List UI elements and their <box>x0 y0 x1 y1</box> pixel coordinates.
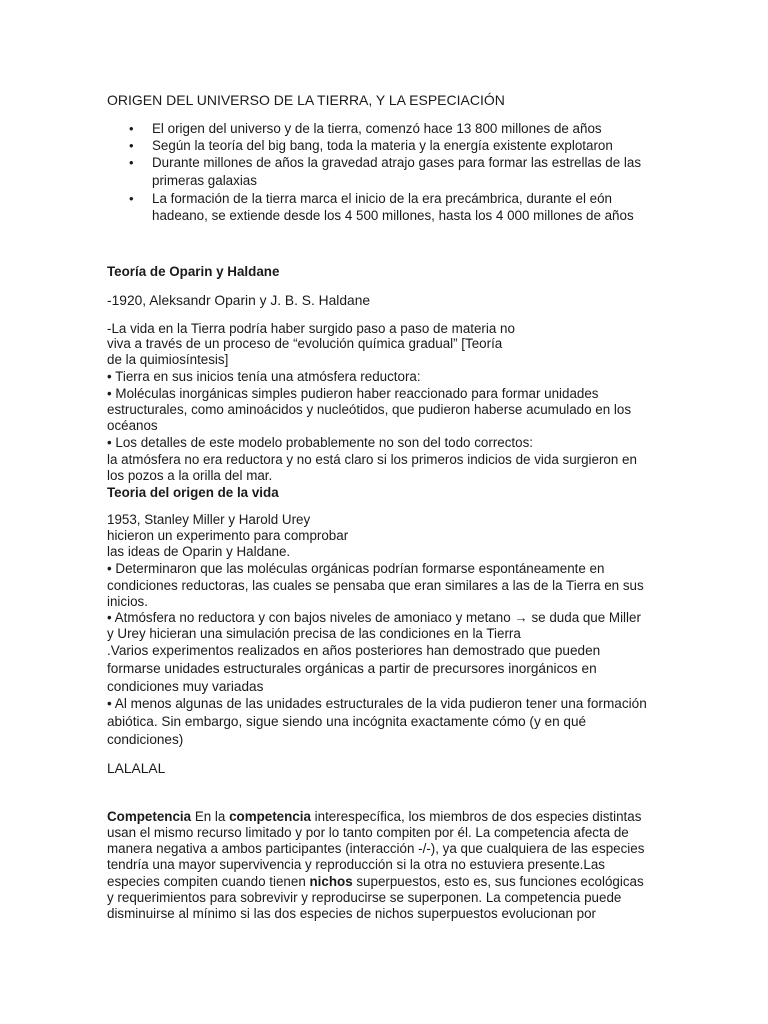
term-competencia: Competencia <box>107 809 192 824</box>
paragraph-line: océanos <box>107 418 158 433</box>
bullet-icon: • <box>129 191 134 206</box>
bullet-icon: • <box>129 155 134 170</box>
paragraph-line: disminuirse al mínimo si las dos especies de nichos superpuestos evolucionan por <box>107 906 597 921</box>
paragraph-line: viva a través de un proceso de “evolución química gradual” [Teoría <box>107 336 503 351</box>
section-heading-origen: Teoria del origen de la vida <box>107 485 279 500</box>
bullet-icon: • <box>129 121 134 136</box>
list-item-continuation: primeras galaxias <box>152 173 257 188</box>
list-item-continuation: hadeano, se extiende desde los 4 500 millones, hasta los 4 000 millones de años <box>152 208 634 223</box>
paragraph-line: los pozos a la orilla del mar. <box>107 468 273 483</box>
lalalal-text: LALALAL <box>107 761 166 776</box>
paragraph-line: .Varios experimentos realizados en años posteriores han demostrado que pueden <box>107 643 601 658</box>
bullet-icon: • <box>129 138 134 153</box>
paragraph-line: usan el mismo recurso limitado y por lo tanto compiten por él. La competencia afecta de <box>107 825 629 840</box>
competencia-line: Competencia En la competencia interespecífica, los miembros de dos especies distintas <box>107 809 642 824</box>
list-item: • Durante millones de años la gravedad atrajo gases para formar las estrellas de las <box>129 155 642 170</box>
paragraph-line: y Urey hicieran una simulación precisa de las condiciones en la Tierra <box>107 626 521 641</box>
paragraph-line: • Moléculas inorgánicas simples pudieron haber reaccionado para formar unidades <box>107 386 599 401</box>
paragraph-line: la atmósfera no era reductora y no está claro si los primeros indicios de vida surgieron en <box>107 452 637 467</box>
paragraph-line: hicieron un experimento para comprobar <box>107 528 349 543</box>
paragraph-line: inicios. <box>107 594 148 609</box>
paragraph-line: • Tierra en sus inicios tenía una atmósfera reductora: <box>107 369 421 384</box>
nichos-line: especies compiten cuando tienen nichos superpuestos, esto es, sus funciones ecológicas <box>107 874 644 889</box>
paragraph-line: -La vida en la Tierra podría haber surgido paso a paso de materia no <box>107 321 515 336</box>
document-title: ORIGEN DEL UNIVERSO DE LA TIERRA, Y LA ESPECIACIÓN <box>107 92 505 108</box>
paragraph-line: condiciones muy variadas <box>107 679 264 694</box>
paragraph-line: formarse unidades estructurales orgánicas a partir de precursores inorgánicos en <box>107 661 597 676</box>
term-nichos: nichos <box>309 874 353 889</box>
paragraph-line: estructurales, como aminoácidos y nucleótidos, que pudieron haberse acumulado en los <box>107 402 632 417</box>
section-subtitle: -1920, Aleksandr Oparin y J. B. S. Haldane <box>107 293 371 308</box>
paragraph-line: condiciones reductoras, las cuales se pensaba que eran similares a las de la Tierra en sus <box>107 578 644 593</box>
paragraph-line: 1953, Stanley Miller y Harold Urey <box>107 512 311 527</box>
paragraph-line: manera negativa a ambos participantes (interacción -/-), ya que cualquiera de las especies <box>107 841 645 856</box>
list-item: • El origen del universo y de la tierra, comenzó hace 13 800 millones de años <box>129 121 602 136</box>
list-item: • Según la teoría del big bang, toda la materia y la energía existente explotaron <box>129 138 613 153</box>
paragraph-line: abiótica. Sin embargo, sigue siendo una incógnita exactamente cómo (y en qué <box>107 714 587 729</box>
paragraph-line: • Atmósfera no reductora y con bajos niveles de amoniaco y metano → se duda que Miller <box>107 610 641 625</box>
paragraph-line: y requerimientos para sobrevivir y reproducirse se superponen. La competencia puede <box>107 890 622 905</box>
term-competencia-inline: competencia <box>229 809 311 824</box>
paragraph-line: de la quimiosíntesis] <box>107 352 229 367</box>
paragraph-line: tendría una mayor supervivencia y reproducción si la otra no estuviera presente.Las <box>107 857 605 872</box>
section-heading-oparin: Teoría de Oparin y Haldane <box>107 264 280 279</box>
paragraph-line: • Al menos algunas de las unidades estructurales de la vida pudieron tener una formación <box>107 696 647 711</box>
paragraph-line: condiciones) <box>107 732 184 747</box>
paragraph-line: las ideas de Oparin y Haldane. <box>107 544 291 559</box>
paragraph-line: • Determinaron que las moléculas orgánicas podrían formarse espontáneamente en <box>107 561 605 576</box>
list-item: • La formación de la tierra marca el inicio de la era precámbrica, durante el eón <box>129 191 612 206</box>
paragraph-line: • Los detalles de este modelo probablemente no son del todo correctos: <box>107 435 534 450</box>
